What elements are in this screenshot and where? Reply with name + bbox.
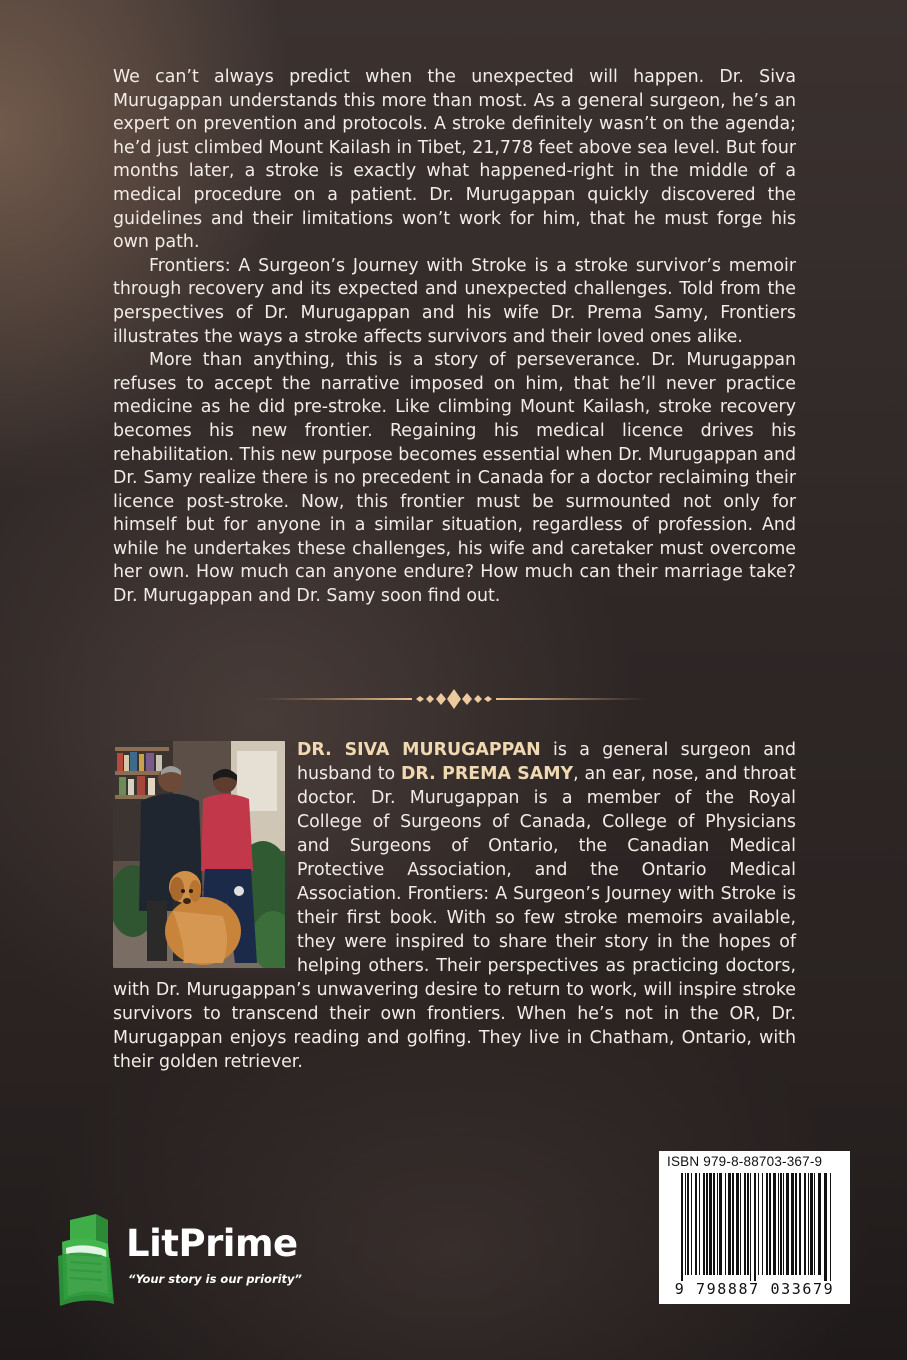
barcode-bar — [786, 1173, 789, 1275]
barcode-bar — [754, 1173, 756, 1281]
author-bio — [113, 738, 796, 1074]
barcode-bar — [703, 1173, 705, 1275]
barcode-bar — [725, 1173, 726, 1275]
book-blurb — [113, 66, 796, 609]
barcode-bar — [691, 1173, 692, 1275]
ornament-divider — [262, 686, 646, 712]
barcode-bar — [687, 1173, 689, 1275]
barcode-bar — [699, 1173, 700, 1275]
barcode-bar — [747, 1173, 749, 1275]
author-name-2: DR. PREMA SAMY — [401, 764, 574, 784]
barcode-bar — [719, 1173, 722, 1275]
blurb-paragraph-1: We can’t always predict when the unexpected will happen. Dr. Siva Murugappan understands this more than most. As a general surgeon, he’s an expert on prevention and protocols. A stroke definitely wasn’t on the agenda; he’d just climbed Mount Kailash in Tibet, 21,778 feet above sea level. But four months later, a stroke is exactly what happened-right in the middle of a medical procedure on a patient. Dr. Murugappan quickly discovered the guidelines and their limitations won’t work for him, that he must forge his own path. — [113, 67, 796, 253]
barcode-bar — [818, 1173, 821, 1275]
barcode-bar — [808, 1173, 809, 1275]
barcode-bar — [824, 1173, 827, 1281]
barcode-bar — [810, 1173, 813, 1275]
barcode-bar — [732, 1173, 734, 1275]
barcode-bar — [736, 1173, 739, 1275]
isbn-label: ISBN 979-8-88703-367-9 — [667, 1154, 823, 1169]
barcode-bar — [709, 1173, 712, 1275]
isbn-barcode — [659, 1151, 850, 1304]
barcode-bar — [728, 1173, 731, 1275]
barcode-bar — [695, 1173, 697, 1275]
barcode-bar — [750, 1173, 751, 1281]
barcode-bar — [717, 1173, 718, 1275]
barcode-bar — [685, 1173, 686, 1275]
publisher-name: LitPrime — [126, 1222, 298, 1265]
barcode-bar — [783, 1173, 784, 1275]
barcode-bar — [780, 1173, 782, 1275]
barcode-bar — [713, 1173, 715, 1275]
barcode-bar — [766, 1173, 768, 1275]
barcode-bar — [795, 1173, 797, 1275]
barcode-bar — [740, 1173, 741, 1275]
barcode-bar — [799, 1173, 801, 1275]
barcode-bar — [758, 1173, 759, 1275]
barcode-bar — [778, 1173, 779, 1275]
barcode-bar — [681, 1173, 683, 1281]
blurb-paragraph-3: More than anything, this is a story of perseverance. Dr. Murugappan refuses to accept the narrative imposed on him, that he’ll never practice medicine as he did pre-stroke. Like climbing Mount Kailash, stroke recovery becomes his new frontier. Regaining his medical licence drives his rehabilitation. This new purpose becomes essential when Dr. Murugappan and Dr. Samy realize there is no precedent in Canada for a doctor reclaiming their licence post-stroke. Now, this frontier must be surmounted not only for himself but for anyone in a similar situation, regardless of profession. And while he undertakes these challenges, his wife and caretaker must overcome her own. How much can anyone endure? How much can their marriage take? Dr. Murugappan and Dr. Samy soon find out. — [113, 350, 797, 607]
blurb-paragraph-2: Frontiers: A Surgeon’s Journey with Stroke is a stroke survivor’s memoir through recovery and its expected and unexpected challenges. Told from the perspectives of Dr. Murugappan and his wife Dr. Prema Samy, Frontiers illustrates the ways a stroke affects survivors and their loved ones alike. — [113, 255, 796, 347]
barcode-bar — [706, 1173, 708, 1275]
photo-spacer — [113, 738, 297, 970]
barcode-bars — [681, 1173, 831, 1281]
barcode-bar — [814, 1173, 815, 1275]
barcode-bar — [773, 1173, 776, 1275]
isbn-digits: 9 798887 033679 — [674, 1280, 835, 1298]
book-icon — [56, 1212, 136, 1308]
barcode-bar — [762, 1173, 763, 1275]
barcode-bar — [769, 1173, 771, 1275]
author-name-1: DR. SIVA MURUGAPPAN — [297, 740, 541, 760]
publisher-logo — [56, 1212, 302, 1308]
publisher-tagline: “Your story is our priority” — [128, 1272, 302, 1286]
barcode-bar — [830, 1173, 831, 1281]
barcode-bar — [804, 1173, 806, 1275]
bio-text-2: , an ear, nose, and throat doctor. Dr. Murugappan is a member of the Royal College of Surgeons of Canada, College of Physicians and Surgeons of Ontario, the Canadian Medical Protective Association, and the Ontario Medical Association. Frontiers: A Surgeon’s Journey with Stroke is their first book. With so few stroke memoirs available, they were inspired to share their story in the hopes of helping others. Their perspectives as practicing doctors, with Dr. Murugappan’s unwavering desire to return to work, will inspire stroke survivors to transcend their own frontiers. When he’s not in the OR, Dr. Murugappan enjoys reading and golfing. They live in Chatham, Ontario, with their golden retriever. — [113, 764, 796, 1072]
barcode-bar — [744, 1173, 746, 1275]
bio-text-1: is a general surgeon and husband to — [297, 740, 796, 784]
barcode-bar — [791, 1173, 794, 1275]
